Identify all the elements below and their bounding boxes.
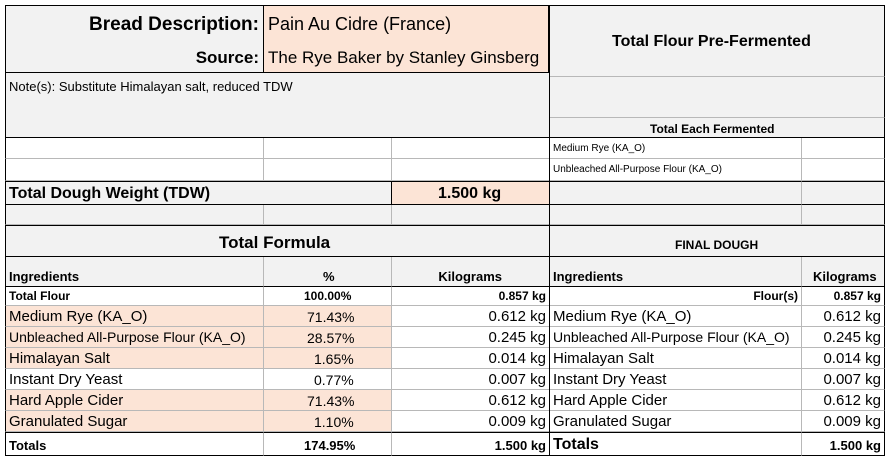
total-flour-percent-cell[interactable]: 100.00% (263, 287, 391, 306)
blank-cell[interactable] (391, 159, 549, 181)
table-row[interactable]: Granulated Sugar (5, 411, 263, 432)
totals-label-cell[interactable]: Totals (5, 432, 263, 456)
fermented-item-cell[interactable] (549, 138, 801, 159)
blank-cell[interactable] (5, 138, 263, 159)
final-totals-kg-cell[interactable]: 1.500 kg (801, 432, 885, 456)
col-header-percent[interactable]: % (263, 257, 391, 287)
source-value: The Rye Baker by Stanley Ginsberg (268, 48, 540, 67)
total-flour-prefermented-title: Total Flour Pre-Fermented (612, 33, 811, 50)
kg-cell[interactable]: 0.014 kg (391, 348, 549, 369)
bread-description-value: Pain Au Cidre (France) (268, 14, 452, 34)
final-kg-cell[interactable]: 0.014 kg (801, 348, 885, 369)
final-flour-label-cell[interactable]: Flour(s) (549, 287, 801, 306)
final-dough-title: FINAL DOUGH (675, 238, 759, 252)
percent-cell[interactable]: 1.65% (263, 348, 391, 369)
kg-cell[interactable]: 0.007 kg (391, 369, 549, 390)
percent-cell[interactable]: 0.77% (263, 369, 391, 390)
table-row[interactable]: Unbleached All-Purpose Flour (KA_O) (5, 327, 263, 348)
final-kg-cell[interactable]: 0.245 kg (801, 327, 885, 348)
total-flour-prefermented-cell[interactable] (549, 5, 885, 76)
final-kg-cell[interactable]: 0.009 kg (801, 411, 885, 432)
spacer-cell[interactable] (549, 205, 801, 225)
blank-cell[interactable] (263, 159, 391, 181)
kg-cell[interactable]: 0.245 kg (391, 327, 549, 348)
fermented-item-label: Unbleached All-Purpose Flour (KA_O) (553, 164, 722, 175)
final-dough-title-cell[interactable] (549, 225, 885, 257)
kg-cell[interactable]: 0.009 kg (391, 411, 549, 432)
total-flour-kg-cell[interactable]: 0.857 kg (391, 287, 549, 306)
final-kg-cell[interactable]: 0.612 kg (801, 390, 885, 411)
total-formula-title-cell[interactable] (5, 225, 549, 257)
tdw-label-cell[interactable] (5, 181, 391, 205)
final-ingredient-cell[interactable]: Granulated Sugar (549, 411, 801, 432)
tdw-value-cell[interactable] (391, 181, 549, 205)
tdw-value: 1.500 kg (438, 185, 502, 202)
table-row[interactable]: Hard Apple Cider (5, 390, 263, 411)
notes-text: Note(s): Substitute Himalayan salt, reduced TDW (9, 79, 293, 94)
table-row[interactable]: Instant Dry Yeast (5, 369, 263, 390)
total-each-fermented-label: Total Each Fermented (650, 122, 775, 136)
source-label-cell[interactable] (5, 41, 263, 73)
fermented-item-label: Medium Rye (KA_O) (553, 143, 646, 154)
table-row[interactable]: Medium Rye (KA_O) (5, 306, 263, 327)
bread-description-value-cell[interactable] (263, 5, 549, 42)
final-kg-cell[interactable]: 0.007 kg (801, 369, 885, 390)
spacer-cell[interactable] (391, 205, 549, 225)
bread-description-label: Bread Description: (89, 14, 259, 35)
blank-cell[interactable] (549, 181, 801, 205)
final-col-header-kilograms[interactable]: Kilograms (801, 257, 885, 287)
final-ingredient-cell[interactable]: Medium Rye (KA_O) (549, 306, 801, 327)
final-kg-cell[interactable]: 0.612 kg (801, 306, 885, 327)
source-value-cell[interactable] (263, 41, 549, 73)
blank-cell[interactable] (391, 138, 549, 159)
blank-cell[interactable] (263, 138, 391, 159)
blank-cell[interactable] (549, 76, 885, 117)
final-ingredient-cell[interactable]: Hard Apple Cider (549, 390, 801, 411)
blank-cell[interactable] (801, 181, 885, 205)
notes-cell[interactable] (5, 73, 549, 138)
blank-cell[interactable] (5, 159, 263, 181)
source-label: Source: (195, 48, 259, 67)
percent-cell[interactable]: 71.43% (263, 306, 391, 327)
percent-cell[interactable]: 71.43% (263, 390, 391, 411)
fermented-item-cell[interactable] (549, 159, 801, 181)
kg-cell[interactable]: 0.612 kg (391, 306, 549, 327)
spacer-cell[interactable] (801, 205, 885, 225)
spacer-cell[interactable] (5, 205, 263, 225)
final-flour-kg-cell[interactable]: 0.857 kg (801, 287, 885, 306)
final-totals-label-cell[interactable]: Totals (549, 432, 801, 456)
section-divider (549, 5, 550, 456)
col-header-kilograms[interactable]: Kilograms (391, 257, 549, 287)
bread-description-label-cell[interactable] (5, 5, 263, 41)
final-ingredient-cell[interactable]: Unbleached All-Purpose Flour (KA_O) (549, 327, 801, 348)
tdw-label: Total Dough Weight (TDW) (9, 185, 211, 202)
percent-cell[interactable]: 28.57% (263, 327, 391, 348)
final-ingredient-cell[interactable]: Instant Dry Yeast (549, 369, 801, 390)
total-each-fermented-cell[interactable] (549, 117, 885, 138)
col-header-ingredients[interactable]: Ingredients (5, 257, 263, 287)
total-flour-name-cell[interactable]: Total Flour (5, 287, 263, 306)
fermented-item-value-cell[interactable] (801, 159, 885, 181)
spacer-cell[interactable] (263, 205, 391, 225)
totals-percent-cell[interactable]: 174.95% (263, 432, 391, 456)
table-row[interactable]: Himalayan Salt (5, 348, 263, 369)
fermented-item-value-cell[interactable] (801, 138, 885, 159)
kg-cell[interactable]: 0.612 kg (391, 390, 549, 411)
final-ingredient-cell[interactable]: Himalayan Salt (549, 348, 801, 369)
total-formula-title: Total Formula (219, 233, 331, 252)
percent-cell[interactable]: 1.10% (263, 411, 391, 432)
final-col-header-ingredients[interactable]: Ingredients (549, 257, 801, 287)
totals-kg-cell[interactable]: 1.500 kg (391, 432, 549, 456)
